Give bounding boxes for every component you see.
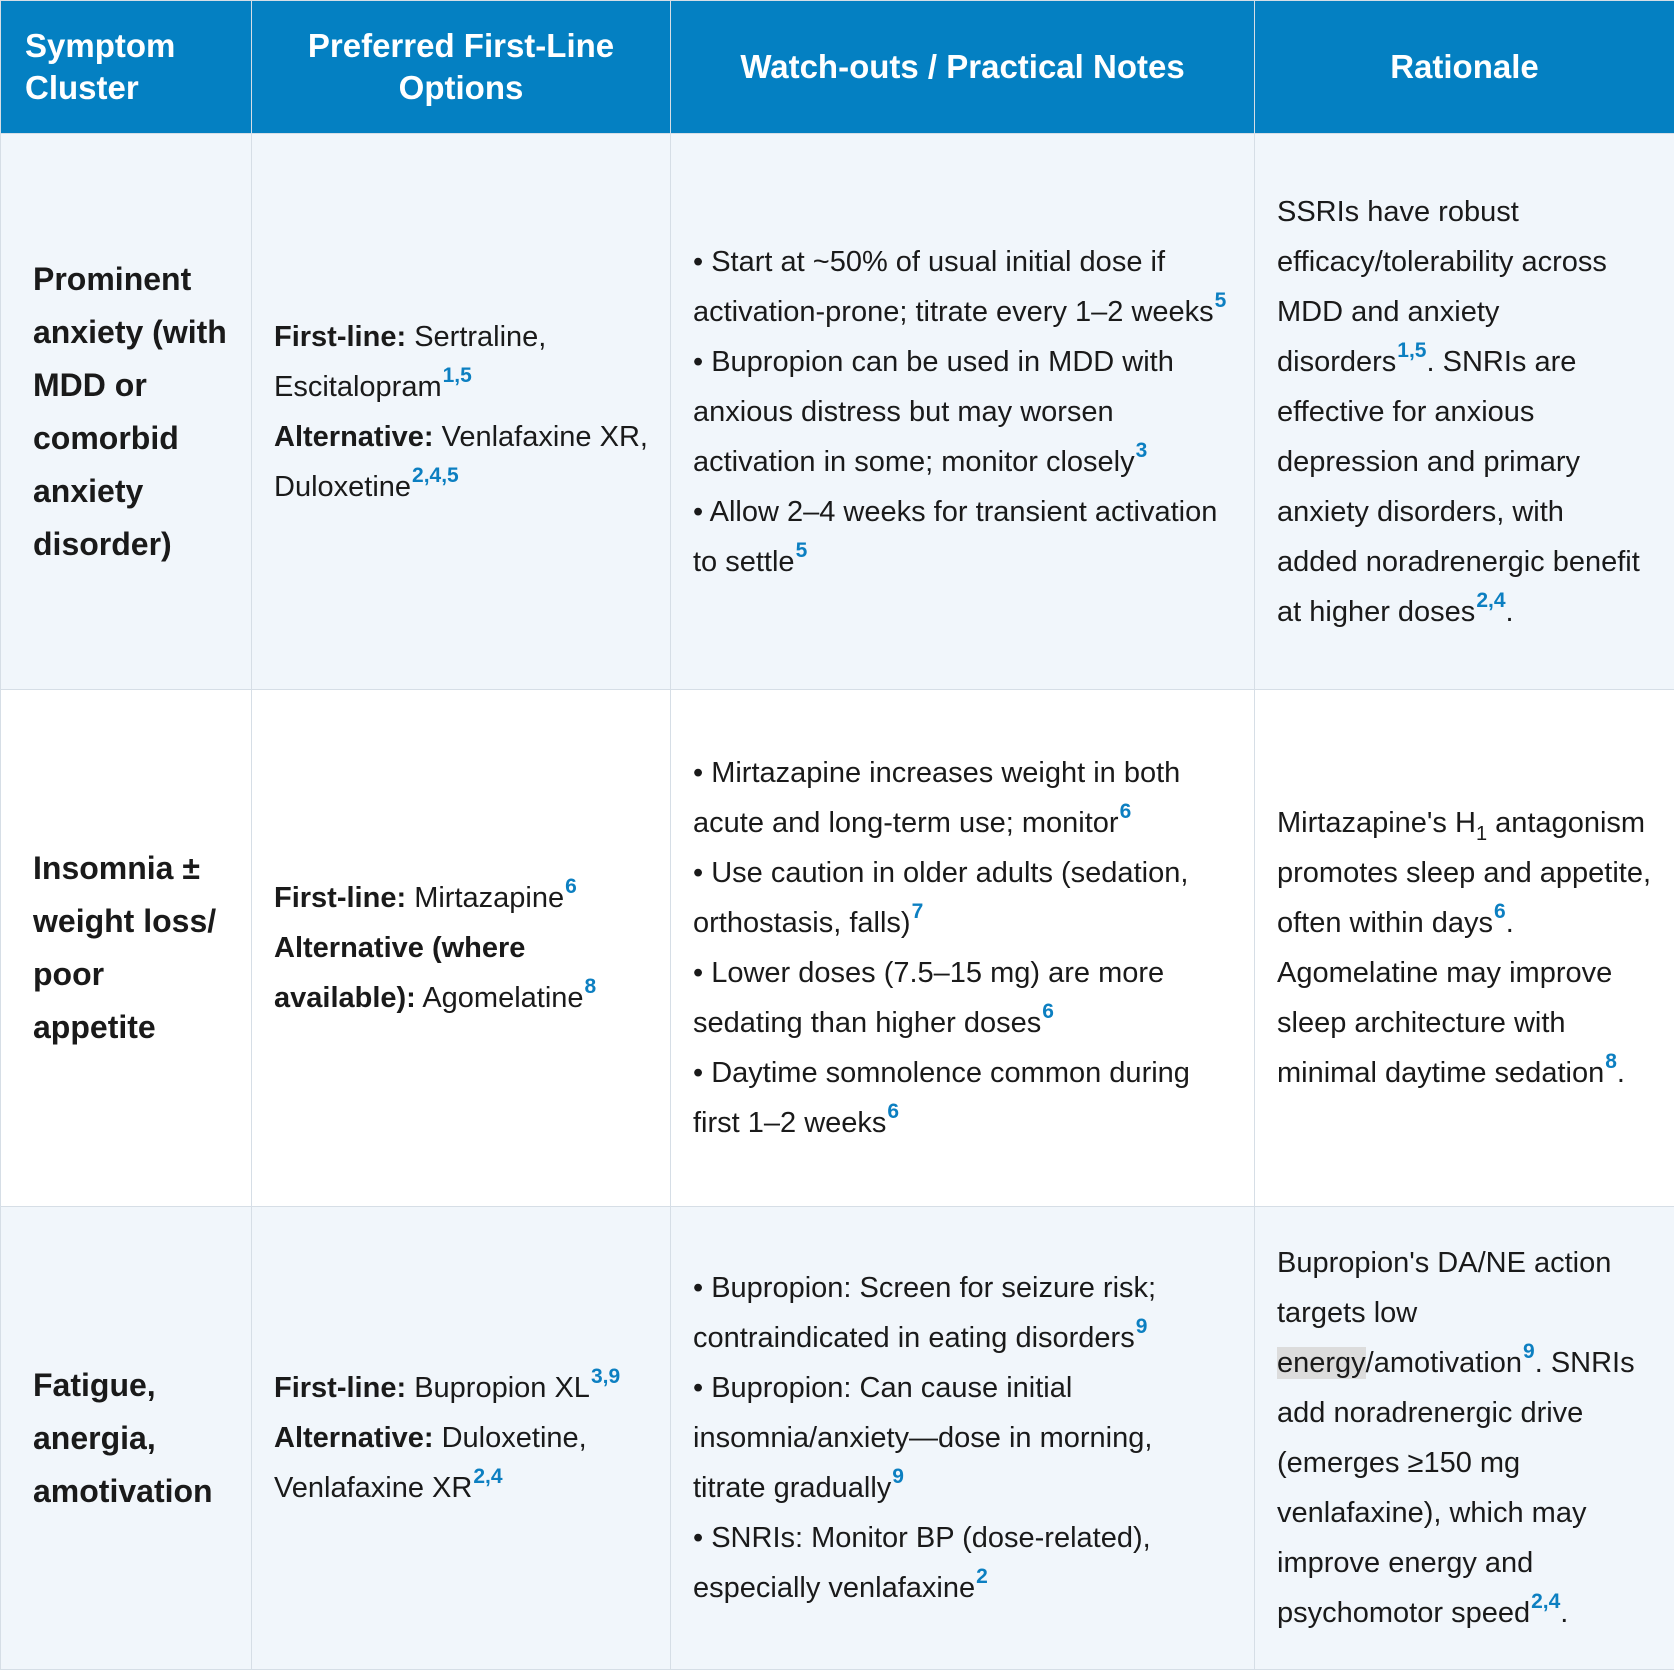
citation: 6 bbox=[1042, 1000, 1054, 1023]
note-item: • Mirtazapine increases weight in both acute and long-term use; monitor$^6$ bbox=[693, 757, 1181, 839]
citation: 6 bbox=[1494, 900, 1506, 923]
note-item: • Bupropion: Can cause initial insomnia/anxiety—dose in morning, titrate gradually$^9$ bbox=[693, 1372, 1153, 1504]
cluster-cell: Fatigue, anergia, amotivation bbox=[1, 1207, 252, 1670]
citation: 5 bbox=[795, 538, 808, 562]
rationale-cell: Bupropion's DA/NE action targets low energy/amotivation$^9$. SNRIs add noradrenergic drive (emerges ≥150 mg venlafaxine), which may improve energy and psychomotor speed$^{2,4}$. bbox=[1255, 1207, 1674, 1670]
citation: 3 bbox=[1135, 438, 1148, 462]
note-item: • Lower doses (7.5–15 mg) are more sedating than higher doses$^6$ bbox=[693, 957, 1165, 1039]
cluster-cell: Prominent anxiety (with MDD or comorbid anxiety disorder) bbox=[1, 134, 252, 690]
rationale-cell: Mirtazapine's $H_1$ antagonism promotes sleep and appetite, often within days$^6$. Agomelatine may improve sleep architecture with minimal daytime sedation$^8$. bbox=[1255, 690, 1674, 1207]
alternative-option: Alternative: Venlafaxine XR, Duloxetine$^{2,4,5}$ bbox=[274, 420, 648, 503]
note-item: • Daytime somnolence common during first 1–2 weeks$^6$ bbox=[693, 1057, 1190, 1139]
notes-cell bbox=[671, 134, 1255, 690]
citation: 6 bbox=[565, 875, 577, 898]
citation: 8 bbox=[1605, 1050, 1617, 1073]
subscript: 1 bbox=[1475, 823, 1488, 845]
header-symptom-cluster: Symptom Cluster bbox=[1, 1, 252, 134]
note-item: • Bupropion: Screen for seizure risk; contraindicated in eating disorders$^9$ bbox=[693, 1272, 1157, 1354]
header-first-line-options: Preferred First-Line Options bbox=[252, 1, 671, 134]
citation: 6 bbox=[1119, 800, 1132, 823]
note-item: • Allow 2–4 weeks for transient activation to settle$^5$ bbox=[693, 495, 1218, 578]
alternative-option: Alternative: Duloxetine, Venlafaxine XR$^{2,4}$ bbox=[274, 1422, 587, 1504]
alternative-option: Alternative (where available): Agomelatine$^8$ bbox=[274, 932, 597, 1014]
first-line-option: First-line: Sertraline, Escitalopram$^{1,5}$ bbox=[274, 320, 547, 403]
citation: 1,5 bbox=[442, 363, 472, 387]
notes-cell bbox=[671, 1207, 1255, 1670]
rationale-cell: SSRIs have robust efficacy/tolerability across MDD and anxiety disorders$^{1,5}$. SNRIs are effective for anxious depression and primary anxiety disorders, with added noradrenergic benefit at higher doses$^{2,4}$. bbox=[1255, 134, 1674, 690]
citation: 1,5 bbox=[1397, 338, 1427, 362]
options-cell bbox=[252, 134, 671, 690]
citation: 9 bbox=[1135, 1315, 1148, 1338]
citation: 2,4 bbox=[1531, 1590, 1561, 1613]
note-item: • Bupropion can be used in MDD with anxious distress but may worsen activation in some; monitor closely$^3$ bbox=[693, 345, 1174, 478]
citation: 8 bbox=[584, 975, 597, 998]
options-cell bbox=[252, 690, 671, 1207]
options-cell bbox=[252, 1207, 671, 1670]
header-rationale: Rationale bbox=[1255, 1, 1674, 134]
citation: 7 bbox=[911, 900, 924, 923]
note-item: • SNRIs: Monitor BP (dose-related), especially venlafaxine$^2$ bbox=[693, 1522, 1151, 1604]
citation: 5 bbox=[1214, 288, 1227, 312]
notes-cell bbox=[671, 690, 1255, 1207]
citation: 2,4 bbox=[1476, 588, 1506, 612]
citation: 2 bbox=[976, 1565, 988, 1588]
table-row bbox=[1, 690, 1674, 1207]
citation: 2,4 bbox=[473, 1465, 503, 1488]
citation: 9 bbox=[1523, 1340, 1535, 1363]
first-line-option: First-line: Mirtazapine$^6$ bbox=[274, 875, 577, 914]
citation: 2,4,5 bbox=[412, 463, 459, 487]
note-item: • Use caution in older adults (sedation, orthostasis, falls)$^7$ bbox=[693, 857, 1189, 939]
table-row bbox=[1, 1207, 1674, 1670]
highlighted-text: energy bbox=[1277, 1347, 1366, 1379]
header-watch-outs: Watch-outs / Practical Notes bbox=[671, 1, 1255, 134]
citation: 6 bbox=[887, 1100, 900, 1123]
citation: 9 bbox=[892, 1465, 904, 1488]
first-line-option: First-line: Bupropion XL$^{3,9}$ bbox=[274, 1365, 621, 1404]
citation: 3,9 bbox=[590, 1365, 621, 1388]
cluster-cell: Insomnia ± weight loss/ poor appetite bbox=[1, 690, 252, 1207]
header-row bbox=[1, 1, 1674, 134]
table-row bbox=[1, 134, 1674, 690]
note-item: • Start at ~50% of usual initial dose if activation-prone; titrate every 1–2 weeks$^5$ bbox=[693, 245, 1227, 328]
